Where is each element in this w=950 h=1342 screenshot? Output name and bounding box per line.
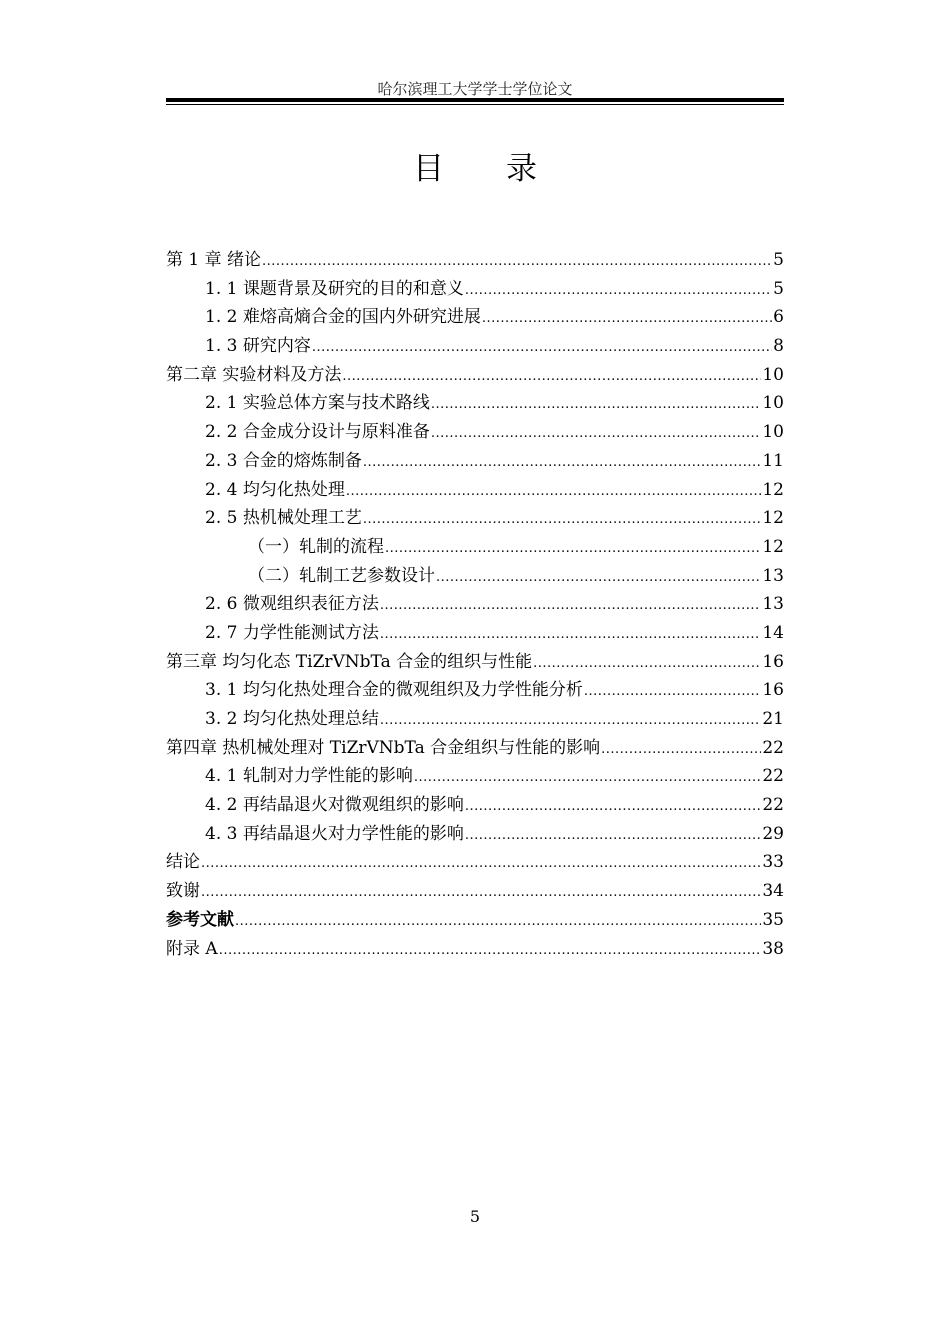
toc-entry[interactable] [166, 389, 784, 418]
toc-entry[interactable] [166, 619, 784, 648]
toc-entry-page: 12 [762, 536, 784, 557]
toc-leader-dots [363, 449, 762, 478]
toc-entry-page: 10 [762, 422, 784, 443]
toc-entry[interactable] [166, 762, 784, 791]
toc-entry[interactable] [166, 361, 784, 390]
toc-entry-label: 3. 1 均匀化热处理合金的微观组织及力学性能分析 [205, 680, 583, 701]
toc-leader-dots [533, 650, 761, 679]
toc-entry[interactable] [166, 476, 784, 505]
toc-entry[interactable] [166, 246, 784, 275]
toc-entry-page: 10 [762, 364, 784, 385]
toc-entry-label: 2. 6 微观组织表征方法 [205, 594, 379, 615]
toc-entry-label: 2. 4 均匀化热处理 [205, 479, 345, 500]
toc-entry-page: 22 [762, 766, 784, 787]
toc-entry[interactable] [166, 418, 784, 447]
toc-entry-label: 2. 1 实验总体方案与技术路线 [205, 393, 430, 414]
toc-entry-page: 5 [773, 278, 784, 299]
toc-leader-dots [363, 506, 762, 535]
toc-entry-label: 第三章 均匀化态 TiZrVNbTa 合金的组织与性能 [166, 651, 533, 672]
toc-entry-page: 22 [762, 795, 784, 816]
toc-entry-page: 8 [773, 336, 784, 357]
toc-entry-label: 2. 5 热机械处理工艺 [205, 508, 362, 529]
toc-entry-page: 35 [762, 909, 784, 930]
toc-entry-page: 12 [762, 479, 784, 500]
toc-title [166, 143, 784, 188]
toc-entry-page: 22 [762, 737, 784, 758]
toc-entry-label: 3. 2 均匀化热处理总结 [205, 709, 379, 729]
toc-entry-label: 致谢 [166, 881, 200, 902]
toc-entry[interactable] [166, 275, 784, 304]
running-header: 哈尔滨理工大学学士学位论文 [377, 80, 573, 98]
table-of-contents [166, 246, 784, 963]
toc-leader-dots [431, 420, 762, 449]
toc-entry[interactable] [166, 447, 784, 476]
toc-entry[interactable] [166, 562, 784, 591]
toc-entry[interactable] [166, 935, 784, 964]
toc-entry[interactable] [166, 332, 784, 361]
toc-leader-dots [346, 478, 762, 507]
toc-leader-dots [414, 764, 762, 793]
toc-entry-page: 11 [762, 450, 784, 471]
toc-entry-page: 34 [762, 881, 784, 902]
toc-leader-dots [312, 334, 772, 363]
toc-entry[interactable] [166, 303, 784, 332]
toc-entry[interactable] [166, 820, 784, 849]
toc-leader-dots [201, 850, 761, 879]
toc-leader-dots [201, 879, 761, 908]
toc-entry-label: 参考文献 [166, 909, 234, 930]
toc-entry-page: 29 [762, 823, 784, 844]
toc-leader-dots [380, 621, 762, 650]
toc-entry-page: 33 [762, 852, 784, 873]
toc-entry[interactable] [166, 705, 784, 734]
toc-leader-dots [465, 277, 772, 306]
toc-leader-dots [436, 564, 761, 593]
toc-leader-dots [342, 363, 761, 392]
toc-entry-page: 5 [773, 250, 784, 270]
toc-leader-dots [601, 736, 761, 765]
toc-entry-label: 结论 [166, 852, 200, 873]
toc-entry-label: 1. 1 课题背景及研究的目的和意义 [205, 278, 464, 299]
toc-title-char-2: 录 [506, 151, 537, 187]
toc-entry-label: 4. 3 再结晶退火对力学性能的影响 [205, 823, 464, 844]
toc-entry-label: 4. 2 再结晶退火对微观组织的影响 [205, 795, 464, 816]
toc-entry[interactable] [166, 848, 784, 877]
toc-entry[interactable] [166, 791, 784, 820]
toc-entry-page: 16 [762, 680, 784, 701]
toc-entry-label: （一）轧制的流程 [248, 536, 384, 557]
toc-entry-label: 第二章 实验材料及方法 [166, 364, 342, 385]
toc-entry-label: 1. 3 研究内容 [205, 336, 311, 357]
toc-entry[interactable] [166, 648, 784, 677]
toc-entry-label: 2. 3 合金的熔炼制备 [205, 450, 362, 471]
toc-entry-label: 第 1 章 绪论 [166, 250, 262, 270]
toc-entry-page: 14 [762, 622, 784, 643]
toc-entry[interactable] [166, 504, 784, 533]
toc-entry-label: 第四章 热机械处理对 TiZrVNbTa 合金组织与性能的影响 [166, 737, 601, 758]
toc-leader-dots [380, 707, 762, 736]
toc-leader-dots [431, 391, 762, 420]
toc-leader-dots [380, 592, 762, 621]
toc-entry[interactable] [166, 906, 784, 935]
toc-leader-dots [385, 535, 761, 564]
toc-entry-label: （二）轧制工艺参数设计 [248, 565, 435, 586]
header-rule-thin [166, 104, 784, 105]
toc-leader-dots [235, 908, 761, 937]
toc-entry-label: 2. 7 力学性能测试方法 [205, 622, 379, 643]
toc-entry[interactable] [166, 533, 784, 562]
toc-entry-label: 4. 1 轧制对力学性能的影响 [205, 766, 413, 787]
toc-entry-page: 10 [762, 393, 784, 414]
toc-entry-page: 13 [762, 565, 784, 586]
toc-entry-label: 2. 2 合金成分设计与原料准备 [205, 422, 430, 443]
header-rule-thick [166, 98, 784, 102]
page-number: 5 [469, 1207, 481, 1226]
toc-title-char-1: 目 [413, 151, 444, 187]
toc-entry[interactable] [166, 590, 784, 619]
toc-leader-dots [219, 937, 762, 966]
toc-entry-page: 6 [773, 307, 784, 328]
toc-leader-dots [465, 793, 762, 822]
toc-entry-page: 16 [762, 651, 784, 672]
toc-entry-label: 附录 A [166, 938, 218, 959]
toc-entry-page: 21 [762, 709, 784, 729]
toc-entry[interactable] [166, 734, 784, 763]
toc-leader-dots [584, 678, 762, 707]
toc-entry[interactable] [166, 676, 784, 705]
toc-leader-dots [465, 822, 762, 851]
toc-entry-page: 38 [762, 938, 784, 959]
toc-entry-label: 1. 2 难熔高熵合金的国内外研究进展 [205, 307, 481, 328]
toc-entry[interactable] [166, 877, 784, 906]
toc-entry-page: 13 [762, 594, 784, 615]
toc-leader-dots [482, 305, 772, 334]
toc-entry-page: 12 [762, 508, 784, 529]
toc-leader-dots [262, 248, 772, 277]
